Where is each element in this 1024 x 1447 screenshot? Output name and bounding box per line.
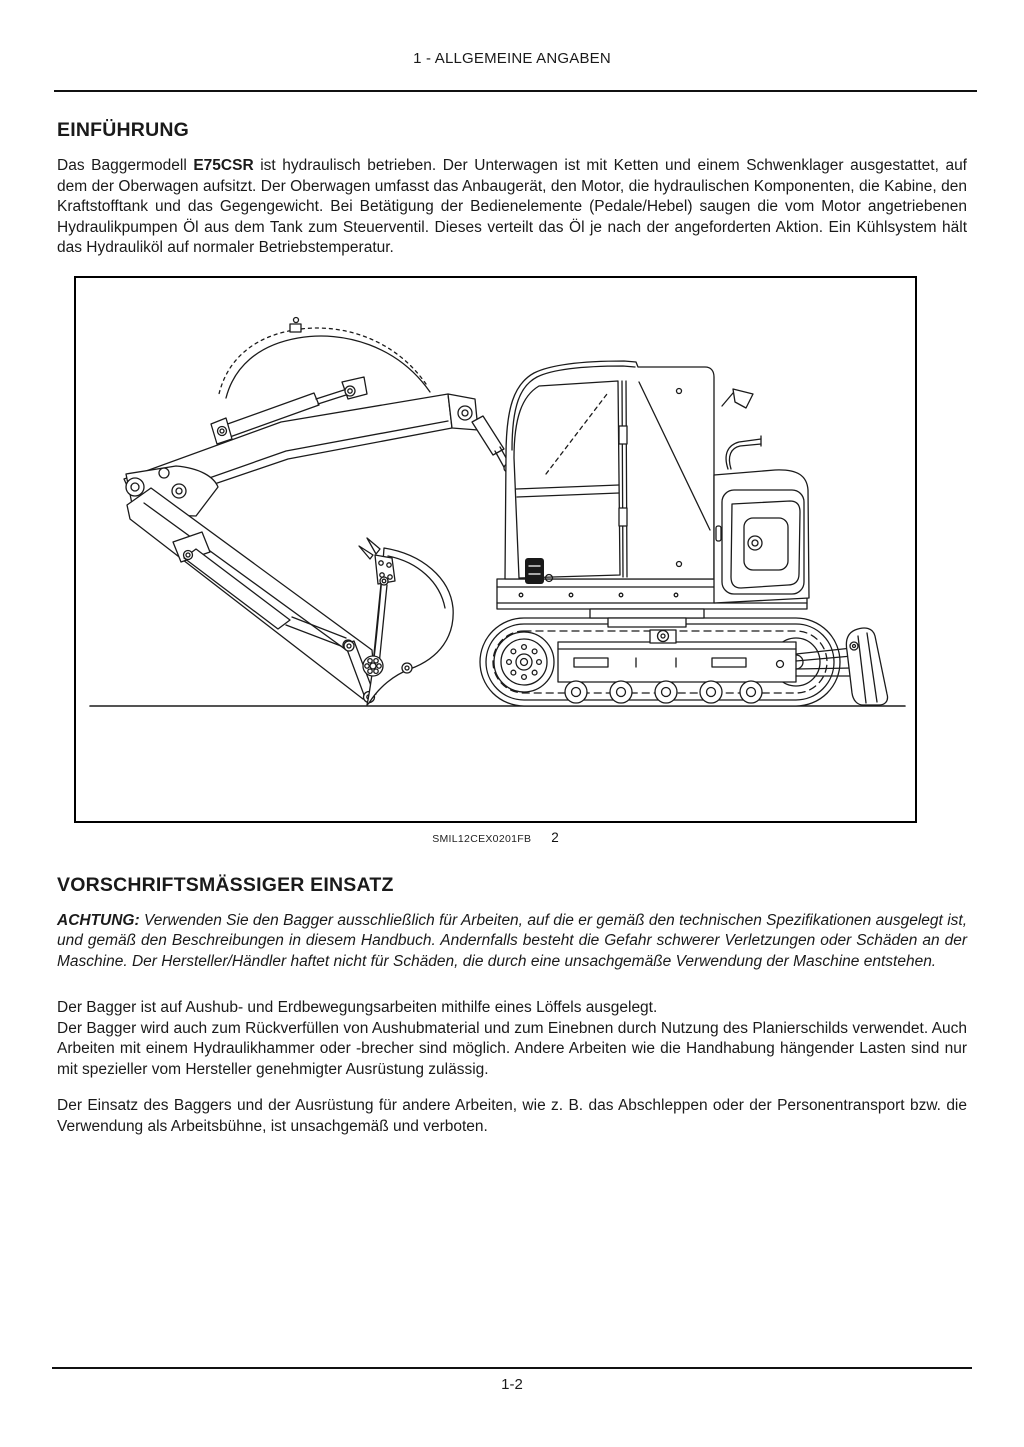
door-hinge: [619, 508, 627, 526]
page-header: 1 - ALLGEMEINE ANGABEN: [413, 50, 611, 67]
intro-text-after-model: ist hydraulisch betrieben. Der Unterwagen ist mit Ketten und einem Schwenklager ausgestattet, auf dem der Oberwagen aufsitzt. Der Oberwagen umfasst das Anbaugerät, den Motor, die hydraulischen Komponenten, die Kabine, den Kraftstofftank und das Gegengewicht. Bei Betätigung der Bedienelemente (Pedale/Hebel) saugen die vom Motor angetriebenen Hydraulikpumpen Öl aus dem Tank zum Steuerventil. Dieses verteilt das Öl je nach der angeforderten Aktion. Ein Kühlsystem hält das Hydrauliköl auf normaler Betriebstemperatur.: [57, 157, 967, 256]
figure-caption-number: 2: [551, 829, 559, 845]
track-undercarriage: [480, 618, 840, 706]
bucket-tooth: [359, 546, 373, 559]
cab-latch: [525, 558, 544, 584]
warning-paragraph: [57, 911, 967, 973]
footer-page-number: 1-2: [501, 1376, 523, 1393]
boom: [124, 317, 512, 516]
usage-paragraph-3: Der Einsatz des Baggers und der Ausrüstung für andere Arbeiten, wie z. B. das Abschleppen oder der Personentransport bzw. die Verwendung als Arbeitsbühne, ist unsachgemäß und verboten.: [57, 1097, 967, 1135]
bucket: [359, 538, 453, 705]
model-designation: E75CSR: [193, 157, 254, 174]
boom-lift-cylinder: [472, 416, 504, 455]
page-footer: [52, 1367, 972, 1393]
bucket-link-hub: [363, 656, 383, 676]
mirror: [733, 389, 753, 408]
usage-paragraph-2: Der Bagger wird auch zum Rückverfüllen von Aushubmaterial und zum Einebnen durch Nutzung des Planierschilds verwendet. Auch Arbeiten mit einem Hydraulikhammer oder -brecher sind möglich. Andere Arbeiten wie die Handhabung hängender Lasten sind nur mit spezieller vom Hersteller genehmigter Ausrüstung zulässig.: [57, 1019, 967, 1078]
heading-einfuehrung: EINFÜHRUNG: [57, 119, 189, 141]
warning-label: ACHTUNG:: [57, 911, 140, 929]
heading-vorschriftsmaessiger-einsatz: VORSCHRIFTSMÄSSIGER EINSATZ: [57, 873, 394, 896]
figure-excavator: [74, 276, 917, 823]
footer-rule: [52, 1367, 972, 1369]
header-rule: [54, 90, 977, 92]
figure-caption: [74, 829, 917, 847]
warning-text: Verwenden Sie den Bagger ausschließlich für Arbeiten, auf die er gemäß den technischen Spezifikationen ausgelegt ist, und gemäß den Beschreibungen in diesem Handbuch. Andernfalls besteht die Gefahr schwerer Verletzungen oder Schäden an der Maschine. Der Hersteller/Händler haftet nicht für Schäden, die durch eine unsachgemäße Verwendung der Maschine entstehen.: [57, 911, 967, 970]
bucket-tooth: [367, 538, 380, 554]
engine-compartment: [714, 389, 809, 603]
intro-text-before-model: Das Baggermodell: [57, 157, 194, 174]
exhaust-handle: [726, 439, 761, 469]
cab: [505, 361, 714, 584]
figure-caption-code: SMIL12CEX0201FB: [432, 832, 532, 845]
excavator-line-drawing: [76, 278, 915, 821]
hydraulic-hose: [226, 336, 430, 398]
door-hinge: [619, 426, 627, 444]
usage-paragraph-1: Der Bagger ist auf Aushub- und Erdbewegungsarbeiten mithilfe eines Löffels ausgelegt.: [57, 999, 658, 1016]
intro-paragraph: [57, 156, 967, 259]
dipper-arm: [127, 488, 376, 703]
